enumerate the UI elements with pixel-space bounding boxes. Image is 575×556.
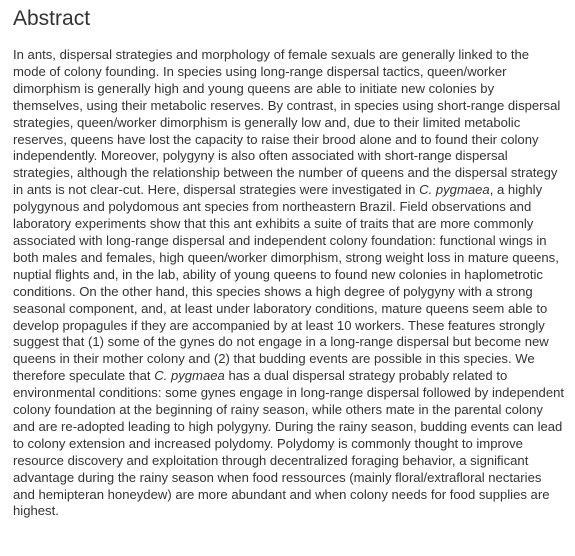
abstract-text [13, 47, 565, 520]
abstract-text-part-3: has a dual dispersal strategy probably related to environmental conditions: some gynes engage in long-range dispersal followed by independent colony foundation at the beginning of rainy season, while others mate in the parental colony and are re-adopted leading to high polygyny. During the rainy season, budding events can lead to colony extension and increased polydomy. Polydomy is commonly thought to improve resource discovery and exploitation through decentralized foraging behavior, a significant advantage during the rainy season when food ressources (mainly floral/extrafloral nectaries and hemipteran honeydew) are more abundant and when colony needs for food supplies are highest. [13, 368, 565, 519]
species-name: C. pygmaea [419, 182, 490, 198]
abstract-text-part-2: , a highly polygynous and polydomous ant species from northeastern Brazil. Field observations and laboratory experiments show that this ant exhibits a suite of traits that are more commonly associated with long-range dispersal and independent colony foundation: functional wings in both males and females, high queen/worker dimorphism, strong weight loss in mature queens, nuptial flights and, in the lab, ability of young queens to found new colonies in haplometrotic conditions. On the other hand, this species shows a high degree of polygyny with a strong seasonal component, and, at least under laboratory conditions, mature queens seem able to develop propagules if they are accompanied by at least 10 workers. These features strongly suggest that (1) some of the gynes do not engage in a long-range dispersal but become new queens in their mother colony and (2) that budding events are possible in this species. We therefore speculate that [13, 182, 559, 384]
abstract-text-part-1: In ants, dispersal strategies and morphology of female sexuals are generally linked to the mode of colony founding. In species using long-range dispersal tactics, queen/worker dimorphism is generally high and young queens are able to initiate new colonies by themselves, using their metabolic reserves. By contrast, in species using short-range dispersal strategies, queen/worker dimorphism is generally low and, due to their limited metabolic reserves, queens have lost the capacity to raise their brood alone and to found their colony independently. Moreover, polygyny is also often associated with short-range dispersal strategies, although the relationship between the number of queens and the dispersal strategy in ants is not clear-cut. Here, dispersal strategies were investigated in [13, 47, 561, 198]
species-name: C. pygmaea [154, 368, 225, 384]
abstract-heading: Abstract [13, 7, 91, 30]
